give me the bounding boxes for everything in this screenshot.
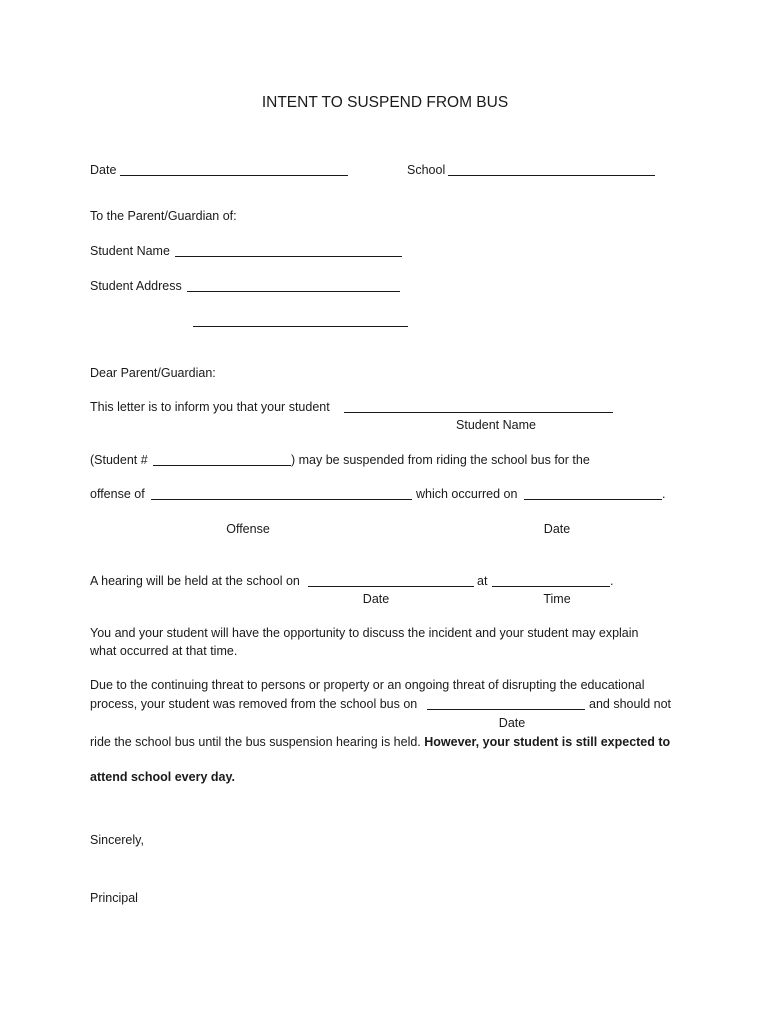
hearing-end: . (610, 574, 614, 588)
student-number-prefix: (Student # (90, 453, 148, 467)
threat-line-2-prefix: process, your student was removed from the school bus on (90, 697, 418, 711)
greeting-to: To the Parent/Guardian of: (90, 209, 237, 223)
hearing-time-caption: Time (543, 592, 571, 606)
student-name-caption: Student Name (456, 418, 536, 432)
threat-line-3 (90, 734, 670, 750)
removal-date-caption: Date (498, 716, 526, 730)
offense-date-field[interactable] (524, 499, 662, 500)
opportunity-line-1: You and your student will have the opportunity to discuss the incident and your student may explain (90, 626, 639, 640)
page-title: INTENT TO SUSPEND FROM BUS (261, 94, 509, 111)
hearing-prefix: A hearing will be held at the school on (90, 574, 300, 588)
date-field[interactable] (120, 175, 348, 176)
hearing-date-caption: Date (362, 592, 390, 606)
date-label: Date (90, 163, 117, 177)
hearing-at: at (477, 574, 488, 588)
offense-middle: which occurred on (416, 487, 518, 501)
offense-prefix: offense of (90, 487, 145, 501)
threat-line-1: Due to the continuing threat to persons or property or an ongoing threat of disrupting the educational (90, 678, 645, 692)
student-address-field-2[interactable] (193, 326, 408, 327)
threat-line-3-bold: However, your student is still expected to (424, 735, 671, 749)
hearing-date-field[interactable] (308, 586, 474, 587)
student-address-label: Student Address (90, 279, 182, 293)
student-number-suffix: ) may be suspended from riding the school bus for the (291, 453, 590, 467)
offense-end: . (662, 487, 666, 501)
inform-text: This letter is to inform you that your student (90, 400, 330, 414)
closing: Sincerely, (90, 833, 144, 847)
student-name-label: Student Name (90, 244, 170, 258)
offense-field[interactable] (151, 499, 412, 500)
threat-line-2-suffix: and should not (589, 697, 672, 711)
hearing-time-field[interactable] (492, 586, 610, 587)
opportunity-line-2: what occurred at that time. (90, 644, 238, 658)
student-name-field[interactable] (175, 256, 402, 257)
school-label: School (407, 163, 446, 177)
student-address-field[interactable] (187, 291, 400, 292)
salutation: Dear Parent/Guardian: (90, 366, 216, 380)
school-field[interactable] (448, 175, 655, 176)
threat-line-3-normal: ride the school bus until the bus suspension hearing is held. (90, 735, 421, 749)
signature-principal: Principal (90, 891, 138, 905)
removal-date-field[interactable] (427, 709, 585, 710)
student-number-field[interactable] (153, 465, 291, 466)
offense-caption: Offense (226, 522, 270, 536)
offense-date-caption: Date (543, 522, 571, 536)
inform-student-name-field[interactable] (344, 412, 613, 413)
threat-line-4: attend school every day. (90, 770, 235, 784)
